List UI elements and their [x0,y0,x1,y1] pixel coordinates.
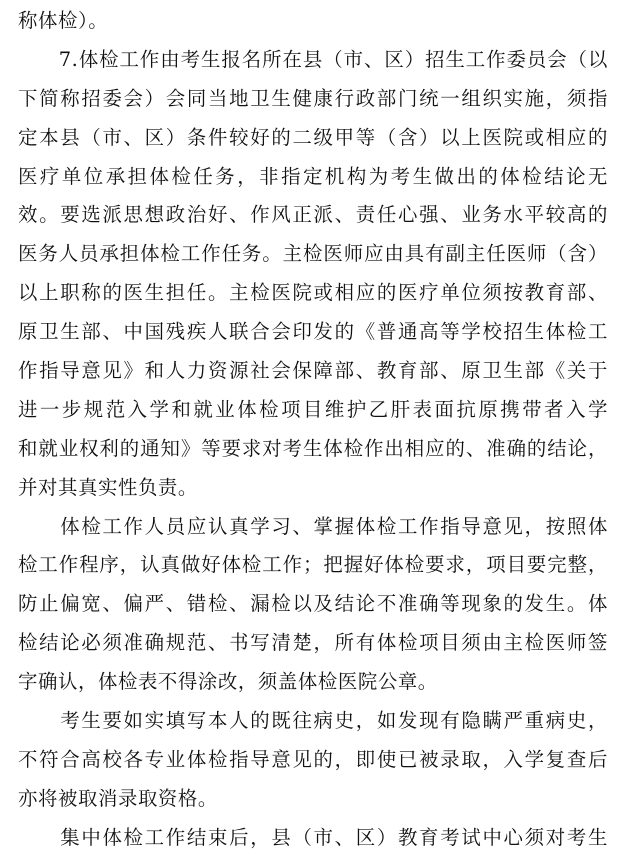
text-line-13: 并对其真实性负责。 [18,475,198,499]
text-line-3: 下简称招委会）会同当地卫生健康行政部门统一组织实施，须指 [18,86,608,110]
text-line-17: 检结论必须准确规范、书写清楚，所有体检项目须由主检医师签 [18,631,608,655]
text-line-11: 进一步规范入学和就业体检项目维护乙肝表面抗原携带者入学 [18,397,608,421]
text-line-22: 集中体检工作结束后，县（市、区）教育考试中心须对考生 [18,825,608,849]
text-line-6: 效。要选派思想政治好、作风正派、责任心强、业务水平较高的 [18,203,608,227]
text-line-15: 检工作程序，认真做好体检工作；把握好体检要求，项目要完整， [18,553,608,577]
text-line-1: 称体检）。 [18,9,109,32]
text-line-9: 原卫生部、中国残疾人联合会印发的《普通高等学校招生体检工 [18,320,608,344]
text-line-14: 体检工作人员应认真学习、掌握体检工作指导意见，按照体 [18,514,608,538]
document-page [18,0,608,858]
text-line-8: 以上职称的医生担任。主检医院或相应的医疗单位须按教育部、 [18,281,608,305]
text-line-7: 医务人员承担体检工作任务。主检医师应由具有副主任医师（含） [18,242,608,266]
text-line-21: 亦将被取消录取资格。 [18,786,218,810]
text-line-5: 医疗单位承担体检任务，非指定机构为考生做出的体检结论无 [18,164,608,188]
text-line-12: 和就业权利的通知》等要求对考生体检作出相应的、准确的结论， [18,436,608,460]
text-line-19: 考生要如实填写本人的既往病史，如发现有隐瞒严重病史， [18,709,608,733]
text-line-20: 不符合高校各专业体检指导意见的，即使已被录取，入学复查后 [18,747,608,771]
text-line-4: 定本县（市、区）条件较好的二级甲等（含）以上医院或相应的 [18,125,608,149]
text-line-16: 防止偏宽、偏严、错检、漏检以及结论不准确等现象的发生。体 [18,592,608,616]
text-line-18: 字确认，体检表不得涂改，须盖体检医院公章。 [18,670,438,694]
text-line-10: 作指导意见》和人力资源社会保障部、教育部、原卫生部《关于 [18,359,608,383]
text-line-2: 7.体检工作由考生报名所在县（市、区）招生工作委员会（以 [18,47,608,71]
